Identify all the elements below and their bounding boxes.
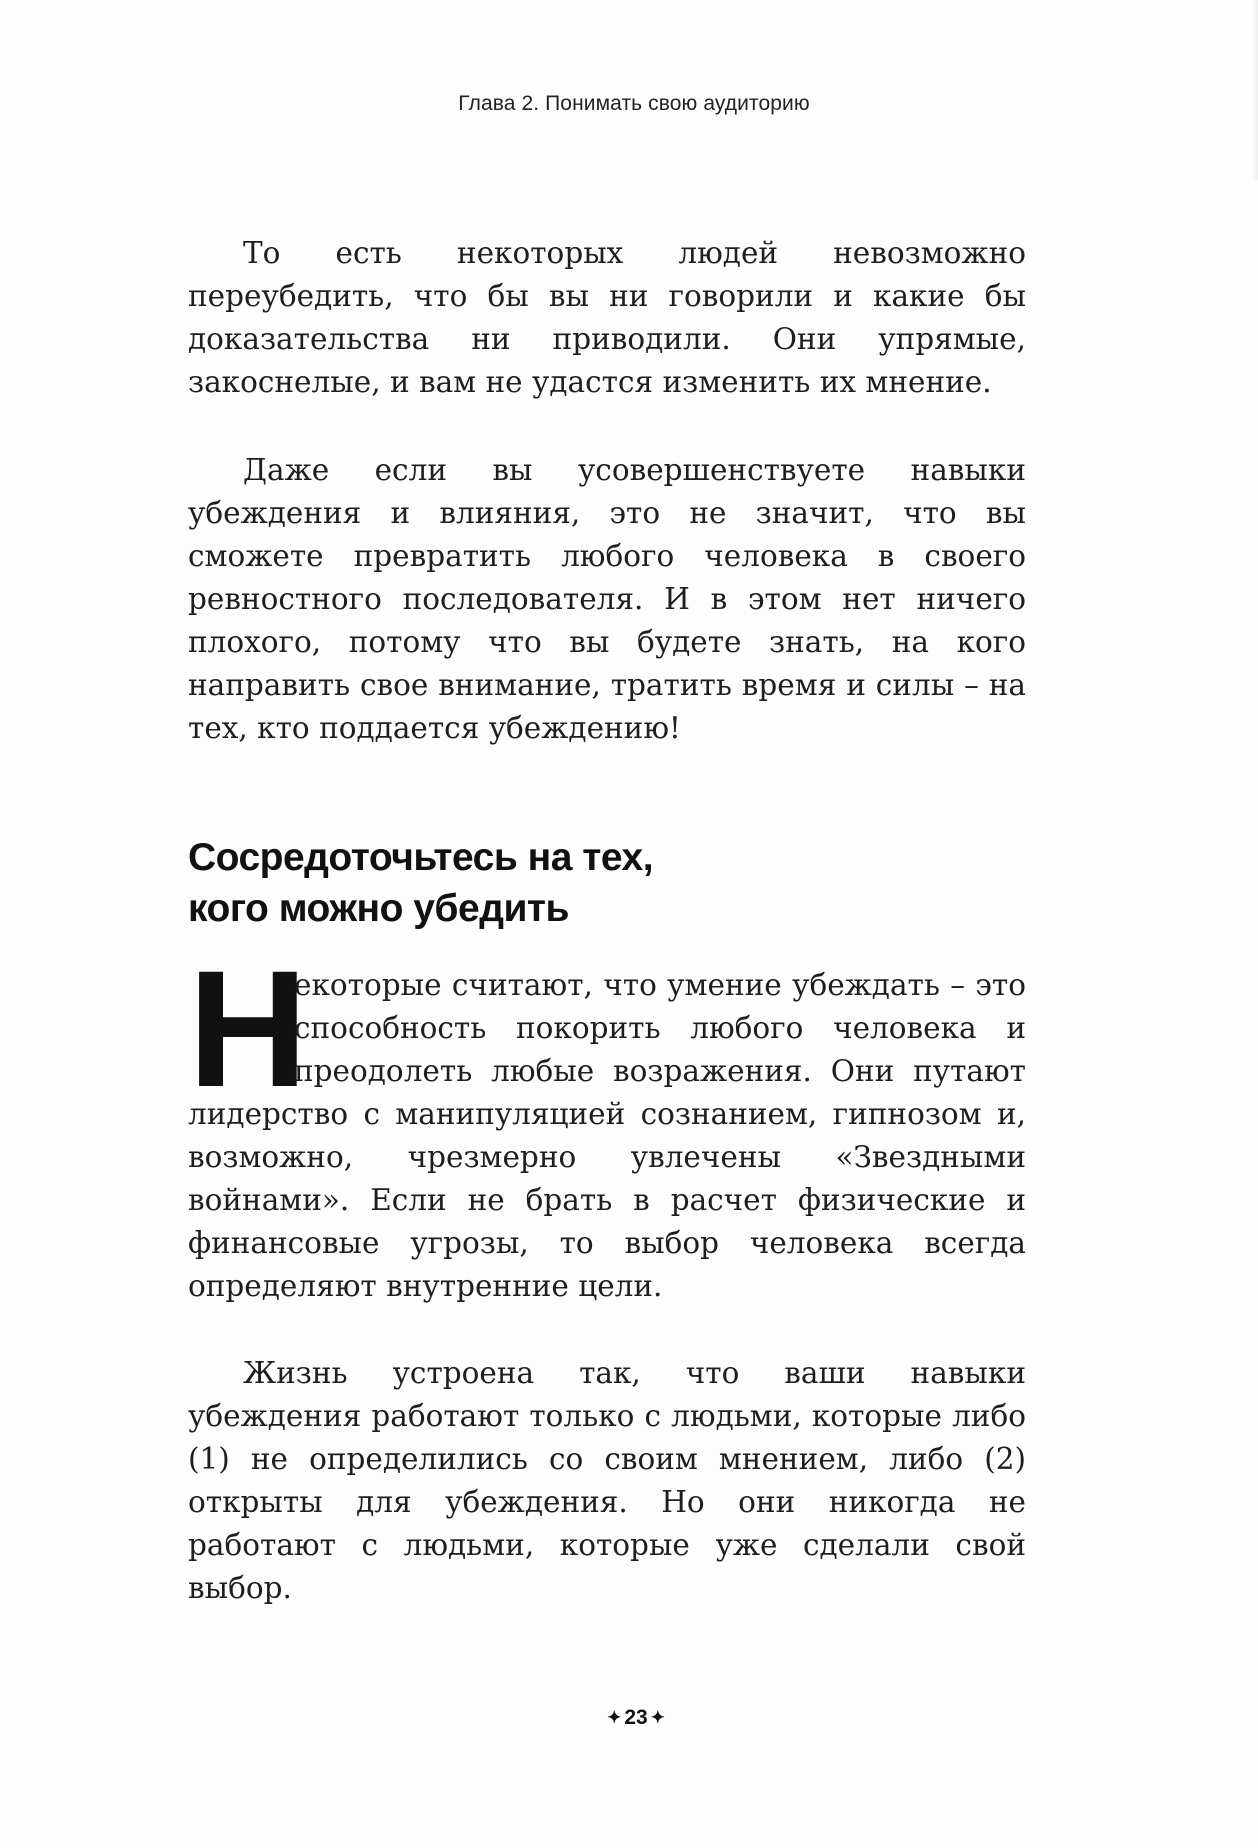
paragraph-4: Жизнь устроена так, что ваши навыки убеждения работают только с людьми, которые либо (1) не определились со своим мнением, либо (2) открыты для убеждения. Но они никогда не работают с людьми, которые уже сделали свой выбор. [188,1356,1026,1605]
section-heading-line-1: Сосредоточьтесь на тех, [188,836,654,879]
ornament-right-icon: ✦ [650,1708,665,1727]
paragraph-1: То есть некоторых людей невозможно переубедить, что бы вы ни говорили и какие бы доказательства ни приводили. Они упрямые, закоснелые, и вам не удастся изменить их мнение. [188,236,1026,399]
drop-cap-letter: Н [188,937,308,1122]
ornament-left-icon: ✦ [607,1708,622,1727]
page-edge-shadow [1252,0,1258,180]
section-heading-line-2: кого можно убедить [188,887,569,930]
page-number-footer [0,1706,1258,1730]
paragraph-2: Даже если вы усовершенствуете навыки убеждения и влияния, это не значит, что вы сможете превратить любого человека в своего ревностного последователя. И в этом нет ничего плохого, потому что вы будете знать, на кого направить свое внимание, тратить время и силы – на тех, кто поддается убеждению! [188,453,1026,745]
page-number: 23 [624,1706,648,1729]
paragraph-3 [188,937,1026,1308]
paragraph-3-text: екоторые считают, что умение убеждать – это способность покорить любого человека и преодолеть любые возражения. Они путают лидерство с манипуляцией сознанием, гипнозом и, возможно, чрезмерно увлечены «Звездными войнами». Если не брать в расчет физические и финансовые угрозы, то выбор человека всегда определяют внутренние цели. [188,968,1026,1303]
section-heading [188,832,1026,934]
running-head: Глава 2. Понимать свою аудиторию [458,92,810,115]
